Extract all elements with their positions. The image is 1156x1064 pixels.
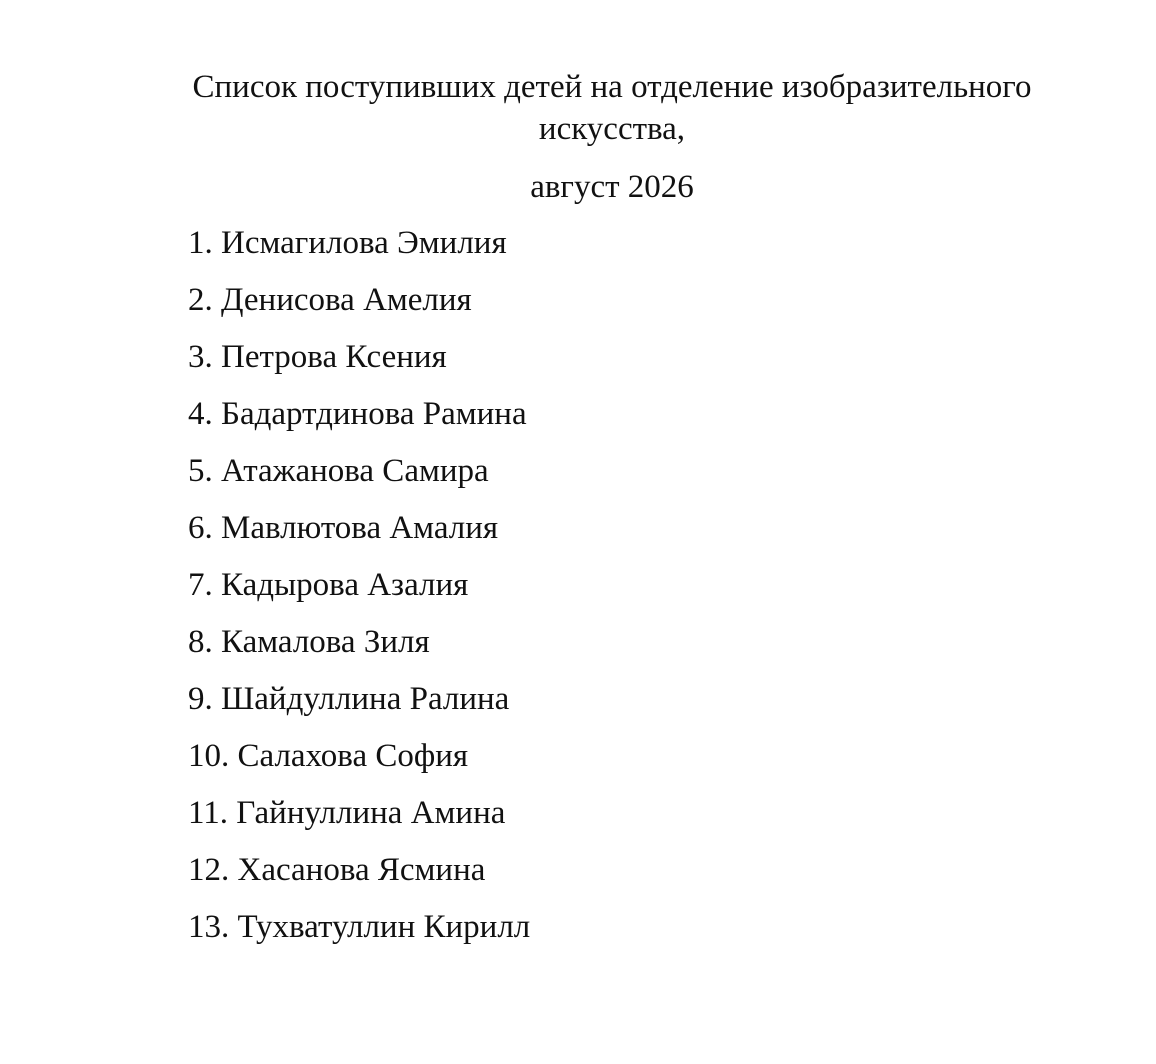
student-name: Камалова Зиля bbox=[221, 624, 430, 660]
student-name: Атажанова Самира bbox=[221, 453, 489, 489]
list-item bbox=[188, 507, 530, 564]
list-item bbox=[188, 279, 530, 336]
item-number: 10. bbox=[188, 738, 230, 774]
student-name: Петрова Ксения bbox=[221, 339, 447, 375]
list-item bbox=[188, 450, 530, 507]
student-name: Мавлютова Амалия bbox=[221, 510, 499, 546]
item-number: 5. bbox=[188, 453, 213, 489]
list-item bbox=[188, 336, 530, 393]
list-item bbox=[188, 849, 530, 906]
item-number: 7. bbox=[188, 567, 213, 603]
item-number: 4. bbox=[188, 396, 213, 432]
student-name: Хасанова Ясмина bbox=[237, 852, 486, 888]
list-item bbox=[188, 564, 530, 621]
student-name: Салахова София bbox=[237, 738, 469, 774]
item-number: 8. bbox=[188, 624, 213, 660]
student-name: Гайнуллина Амина bbox=[236, 795, 506, 831]
list-item bbox=[188, 906, 530, 963]
document-date: август 2026 bbox=[530, 169, 694, 205]
item-number: 12. bbox=[188, 852, 230, 888]
student-name: Исмагилова Эмилия bbox=[221, 225, 507, 261]
item-number: 11. bbox=[188, 795, 229, 831]
item-number: 13. bbox=[188, 909, 230, 945]
student-list bbox=[188, 222, 530, 963]
item-number: 1. bbox=[188, 225, 213, 261]
list-item bbox=[188, 735, 530, 792]
list-item bbox=[188, 393, 530, 450]
list-item bbox=[188, 792, 530, 849]
list-item bbox=[188, 222, 530, 279]
item-number: 2. bbox=[188, 282, 213, 318]
student-name: Тухватуллин Кирилл bbox=[237, 909, 531, 945]
list-item bbox=[188, 678, 530, 735]
student-name: Шайдуллина Ралина bbox=[221, 681, 510, 717]
list-item bbox=[188, 621, 530, 678]
student-name: Кадырова Азалия bbox=[221, 567, 469, 603]
item-number: 6. bbox=[188, 510, 213, 546]
item-number: 3. bbox=[188, 339, 213, 375]
student-name: Денисова Амелия bbox=[221, 282, 472, 318]
document-title: Список поступивших детей на отделение изобразительного искусства, bbox=[192, 69, 1032, 147]
student-name: Бадартдинова Рамина bbox=[221, 396, 527, 432]
item-number: 9. bbox=[188, 681, 213, 717]
